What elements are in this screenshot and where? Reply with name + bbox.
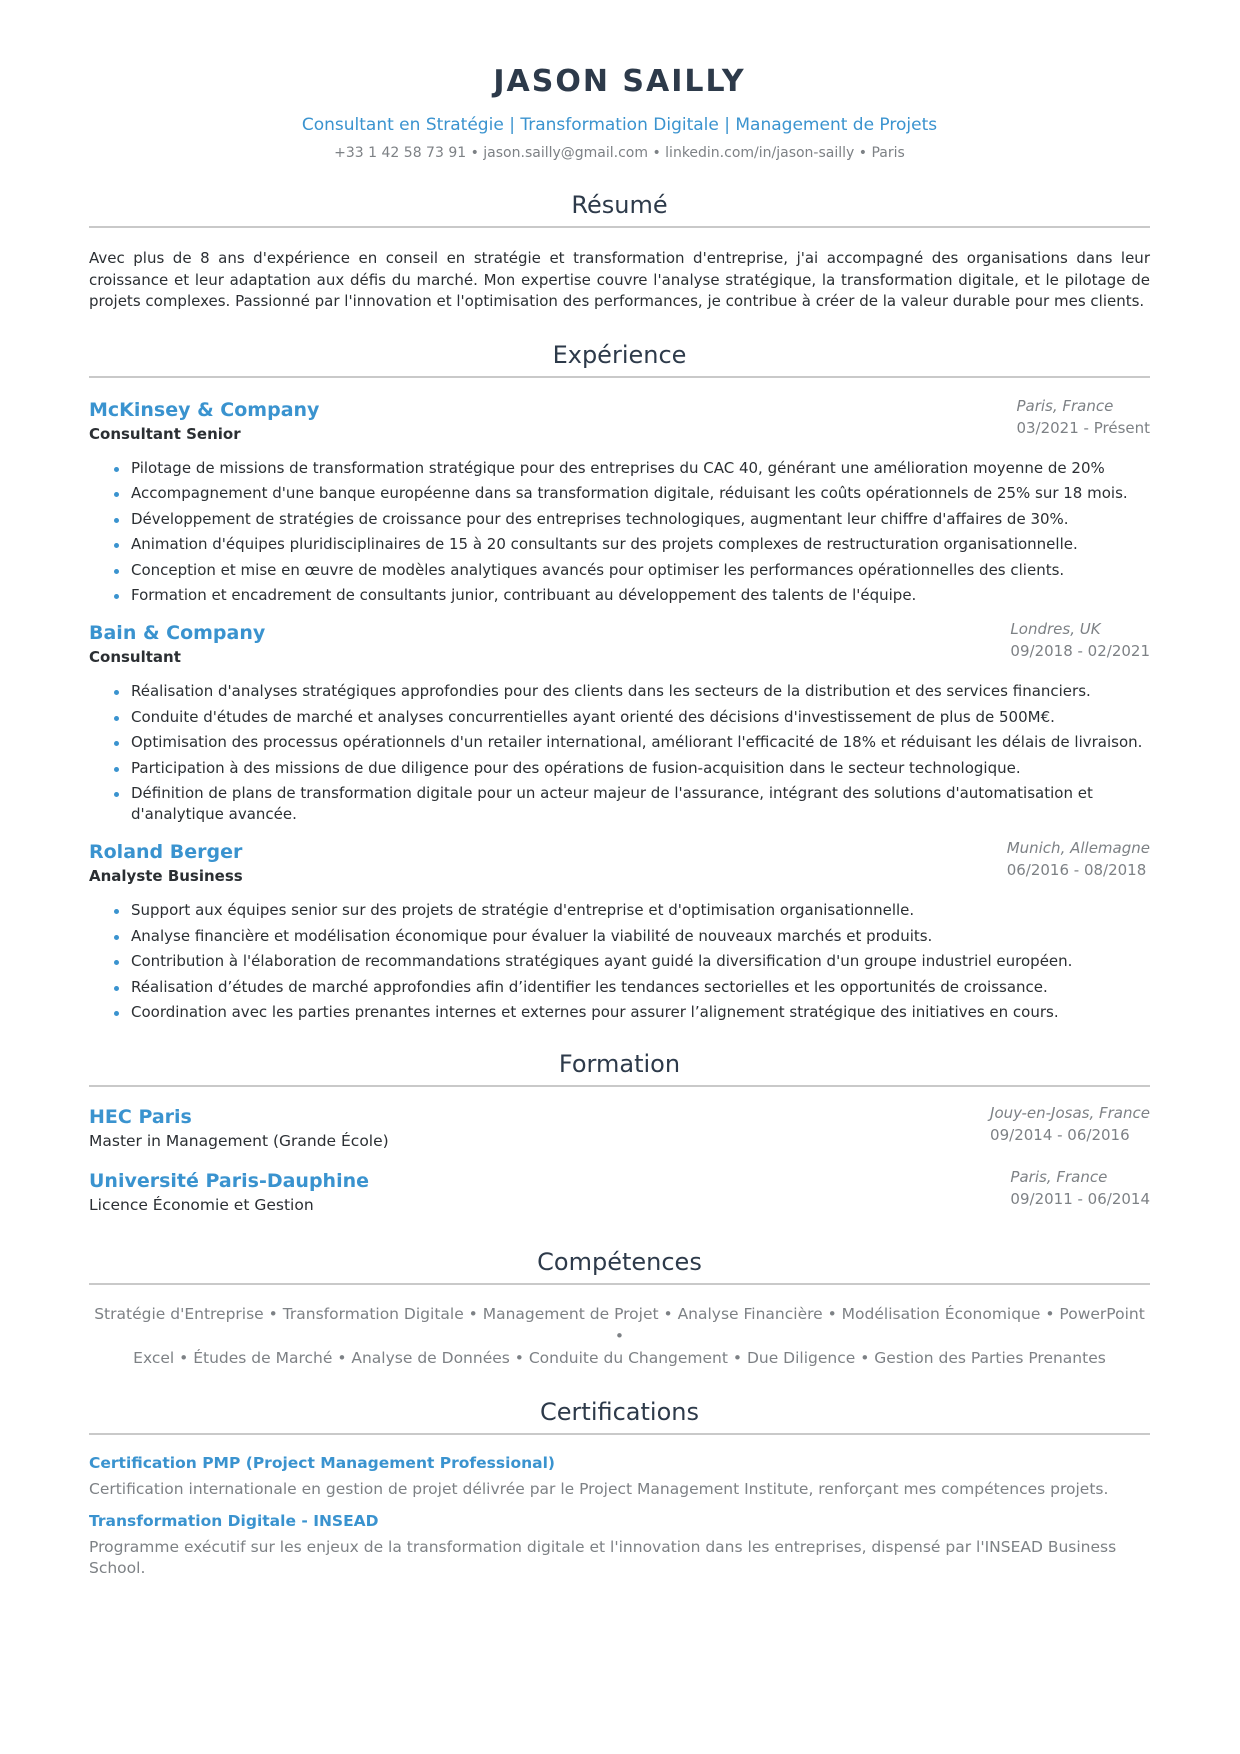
education-header [89,1105,1150,1151]
list-item: Optimisation des processus opérationnels d'un retailer international, améliorant l'efficacité de 18% et réduisant les délais de livraison. [89,732,1150,753]
section-title-skills: Compétences [89,1247,1150,1285]
education-entry [89,1105,1150,1151]
job-entry [89,621,1150,825]
certification-entry [89,1453,1150,1500]
summary-text: Avec plus de 8 ans d'expérience en conseil en stratégie et transformation d'entreprise, j'ai accompagné des organisations dans leur croissance et leur adaptation aux défis du marché. Mon expertise couvre l'analyse stratégique, la transformation digitale, et le pilotage de projets complexes. Passionné par l'innovation et l'optimisation des performances, je contribue à créer de la valeur durable pour mes clients. [89,249,1150,310]
experience-section [89,340,1150,1024]
list-item: Réalisation d'analyses stratégiques approfondies pour des clients dans les secteurs de la distribution et des services financiers. [89,681,1150,702]
certification-name: Certification PMP (Project Management Professional) [89,1454,555,1472]
list-item: Conduite d'études de marché et analyses concurrentielles ayant orienté des décisions d'investissement de plus de 500M€. [89,707,1150,728]
company-name: Bain & Company [89,622,266,644]
job-meta [1016,396,1150,438]
certification-entry [89,1511,1150,1579]
list-item: Réalisation d’études de marché approfondies afin d’identifier les tendances sectorielles et les opportunités de croissance. [89,977,1150,998]
education-header [89,1169,1150,1215]
list-item: Contribution à l'élaboration de recommandations stratégiques ayant guidé la diversification d'un groupe industriel européen. [89,951,1150,972]
school-dates: 09/2011 - 06/2014 [1010,1190,1150,1208]
education-meta [990,1103,1150,1145]
summary-section [89,190,1150,313]
list-item: Formation et encadrement de consultants junior, contribuant au développement des talents de l'équipe. [89,585,1150,606]
candidate-title: Consultant en Stratégie | Transformation Digitale | Management de Projets [301,115,938,135]
section-title-summary: Résumé [89,190,1150,228]
skills-line: Stratégie d'Entreprise • Transformation Digitale • Management de Projet • Analyse Financière • Modélisation Économique • PowerPoint • [94,1305,1145,1345]
job-role: Analyste Business [89,867,243,885]
degree-name: Master in Management (Grande École) [89,1132,389,1150]
skills-list [89,1303,1150,1369]
school-name: Université Paris-Dauphine [89,1170,369,1192]
job-role: Consultant [89,648,181,666]
list-item: Développement de stratégies de croissance pour des entreprises technologiques, augmentant leur chiffre d'affaires de 30%. [89,509,1150,530]
job-bullets [89,681,1150,825]
certification-name: Transformation Digitale - INSEAD [89,1512,379,1530]
list-item: Accompagnement d'une banque européenne dans sa transformation digitale, réduisant les coûts opérationnels de 25% sur 18 mois. [89,483,1150,504]
list-item: Pilotage de missions de transformation stratégique pour des entreprises du CAC 40, générant une amélioration moyenne de 20% [89,458,1150,479]
job-meta [1010,619,1150,661]
certification-description: Certification internationale en gestion de projet délivrée par le Project Management Institute, renforçant mes compétences projets. [89,1480,1109,1498]
job-bullets [89,458,1150,607]
job-entry [89,840,1150,1023]
company-name: Roland Berger [89,841,243,863]
school-dates: 09/2014 - 06/2016 [990,1126,1130,1144]
school-location: Jouy-en-Josas, France [990,1104,1150,1122]
job-dates: 09/2018 - 02/2021 [1010,642,1150,660]
contact-line: +33 1 42 58 73 91 • jason.sailly@gmail.com • linkedin.com/in/jason-sailly • Paris [334,145,905,161]
job-location: Munich, Allemagne [1006,839,1150,857]
school-name: HEC Paris [89,1106,192,1128]
job-header [89,621,1150,667]
list-item: Support aux équipes senior sur des projets de stratégie d'entreprise et d'optimisation organisationnelle. [89,900,1150,921]
skills-section [89,1247,1150,1369]
certification-description: Programme exécutif sur les enjeux de la transformation digitale et l'innovation dans les entreprises, dispensé par l'INSEAD Business School. [89,1538,1117,1577]
education-section [89,1049,1150,1215]
job-role: Consultant Senior [89,424,241,443]
degree-name: Licence Économie et Gestion [89,1196,314,1214]
list-item: Conception et mise en œuvre de modèles analytiques avancés pour optimiser les performances opérationnelles des clients. [89,560,1150,581]
list-item: Animation d'équipes pluridisciplinaires de 15 à 20 consultants sur des projets complexes de restructuration organisationnelle. [89,534,1150,555]
list-item: Participation à des missions de due diligence pour des opérations de fusion-acquisition dans le secteur technologique. [89,758,1150,779]
certifications-section [89,1397,1150,1579]
job-header [89,840,1150,886]
section-title-education: Formation [89,1049,1150,1087]
resume-header [89,0,1150,162]
list-item: Définition de plans de transformation digitale pour un acteur majeur de l'assurance, intégrant des solutions d'automatisation et d'analytique avancée. [89,783,1150,825]
section-title-experience: Expérience [89,340,1150,378]
section-title-certifications: Certifications [89,1397,1150,1435]
education-entry [89,1169,1150,1215]
job-dates: 03/2021 - Présent [1016,418,1150,437]
list-item: Analyse financière et modélisation économique pour évaluer la viabilité de nouveaux marchés et produits. [89,926,1150,947]
job-bullets [89,900,1150,1023]
job-location: Paris, France [1016,396,1114,415]
job-entry [89,398,1150,607]
job-header [89,398,1150,444]
job-meta [1007,838,1150,880]
list-item: Coordination avec les parties prenantes internes et externes pour assurer l’alignement stratégique des initiatives en cours. [89,1002,1150,1023]
school-location: Paris, France [1010,1168,1108,1186]
job-dates: 06/2016 - 08/2018 [1006,861,1147,879]
skills-line: Excel • Études de Marché • Analyse de Données • Conduite du Changement • Due Diligence • Gestion des Parties Prenantes [133,1349,1106,1367]
education-meta [1010,1167,1150,1209]
job-location: Londres, UK [1010,620,1101,638]
company-name: McKinsey & Company [89,398,320,421]
candidate-name: JASON SAILLY [493,64,746,99]
